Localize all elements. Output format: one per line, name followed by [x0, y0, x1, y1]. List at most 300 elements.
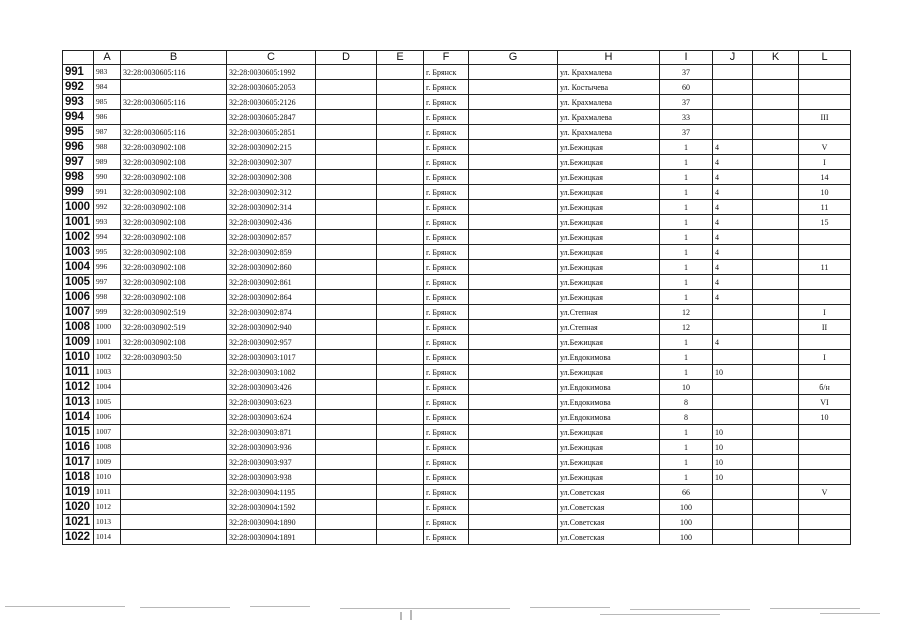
- cell-l[interactable]: 15: [799, 215, 851, 230]
- row-number[interactable]: 994: [63, 110, 94, 125]
- cell-c[interactable]: 32:28:0030902:857: [227, 230, 316, 245]
- cell-j[interactable]: [713, 395, 753, 410]
- cell-c[interactable]: 32:28:0030902:308: [227, 170, 316, 185]
- cell-e[interactable]: [377, 470, 424, 485]
- cell-l[interactable]: I: [799, 155, 851, 170]
- cell-f[interactable]: г. Брянск: [424, 500, 469, 515]
- cell-f[interactable]: г. Брянск: [424, 155, 469, 170]
- cell-k[interactable]: [753, 410, 799, 425]
- cell-l[interactable]: [799, 80, 851, 95]
- row-number[interactable]: 1017: [63, 455, 94, 470]
- cell-j[interactable]: 4: [713, 215, 753, 230]
- cell-i[interactable]: 37: [660, 65, 713, 80]
- cell-g[interactable]: [469, 365, 558, 380]
- cell-d[interactable]: [316, 230, 377, 245]
- cell-g[interactable]: [469, 260, 558, 275]
- column-header-i[interactable]: I: [660, 51, 713, 65]
- cell-c[interactable]: 32:28:0030902:215: [227, 140, 316, 155]
- cell-h[interactable]: ул. Крахмалева: [558, 110, 660, 125]
- cell-g[interactable]: [469, 515, 558, 530]
- cell-l[interactable]: V: [799, 140, 851, 155]
- cell-i[interactable]: 1: [660, 185, 713, 200]
- cell-f[interactable]: г. Брянск: [424, 320, 469, 335]
- cell-b[interactable]: 32:28:0030605:116: [121, 125, 227, 140]
- cell-i[interactable]: 12: [660, 320, 713, 335]
- cell-d[interactable]: [316, 320, 377, 335]
- cell-l[interactable]: [799, 470, 851, 485]
- cell-a[interactable]: 985: [94, 95, 121, 110]
- cell-e[interactable]: [377, 215, 424, 230]
- cell-g[interactable]: [469, 470, 558, 485]
- cell-b[interactable]: 32:28:0030902:108: [121, 290, 227, 305]
- cell-i[interactable]: 37: [660, 95, 713, 110]
- cell-k[interactable]: [753, 170, 799, 185]
- cell-f[interactable]: г. Брянск: [424, 470, 469, 485]
- cell-h[interactable]: ул.Евдокимова: [558, 380, 660, 395]
- cell-b[interactable]: 32:28:0030902:108: [121, 275, 227, 290]
- cell-h[interactable]: ул.Бежицкая: [558, 215, 660, 230]
- cell-i[interactable]: 12: [660, 305, 713, 320]
- cell-e[interactable]: [377, 335, 424, 350]
- cell-k[interactable]: [753, 215, 799, 230]
- cell-g[interactable]: [469, 410, 558, 425]
- cell-c[interactable]: 32:28:0030902:940: [227, 320, 316, 335]
- cell-g[interactable]: [469, 215, 558, 230]
- cell-f[interactable]: г. Брянск: [424, 530, 469, 545]
- cell-d[interactable]: [316, 470, 377, 485]
- cell-a[interactable]: 1007: [94, 425, 121, 440]
- cell-h[interactable]: ул.Степная: [558, 320, 660, 335]
- cell-i[interactable]: 1: [660, 455, 713, 470]
- cell-d[interactable]: [316, 515, 377, 530]
- row-number[interactable]: 1014: [63, 410, 94, 425]
- cell-j[interactable]: [713, 125, 753, 140]
- cell-a[interactable]: 1000: [94, 320, 121, 335]
- cell-f[interactable]: г. Брянск: [424, 200, 469, 215]
- cell-c[interactable]: 32:28:0030605:1992: [227, 65, 316, 80]
- cell-c[interactable]: 32:28:0030903:1082: [227, 365, 316, 380]
- cell-j[interactable]: 4: [713, 275, 753, 290]
- cell-b[interactable]: 32:28:0030902:519: [121, 305, 227, 320]
- cell-e[interactable]: [377, 365, 424, 380]
- cell-j[interactable]: [713, 305, 753, 320]
- cell-f[interactable]: г. Брянск: [424, 65, 469, 80]
- cell-e[interactable]: [377, 200, 424, 215]
- cell-b[interactable]: [121, 395, 227, 410]
- cell-i[interactable]: 100: [660, 515, 713, 530]
- cell-a[interactable]: 988: [94, 140, 121, 155]
- cell-i[interactable]: 66: [660, 485, 713, 500]
- cell-c[interactable]: 32:28:0030902:861: [227, 275, 316, 290]
- cell-k[interactable]: [753, 350, 799, 365]
- row-number[interactable]: 1006: [63, 290, 94, 305]
- cell-f[interactable]: г. Брянск: [424, 365, 469, 380]
- cell-f[interactable]: г. Брянск: [424, 485, 469, 500]
- cell-c[interactable]: 32:28:0030904:1195: [227, 485, 316, 500]
- cell-j[interactable]: 10: [713, 365, 753, 380]
- cell-i[interactable]: 60: [660, 80, 713, 95]
- cell-f[interactable]: г. Брянск: [424, 215, 469, 230]
- cell-j[interactable]: 4: [713, 335, 753, 350]
- cell-f[interactable]: г. Брянск: [424, 230, 469, 245]
- cell-a[interactable]: 983: [94, 65, 121, 80]
- cell-g[interactable]: [469, 335, 558, 350]
- column-header-e[interactable]: E: [377, 51, 424, 65]
- cell-g[interactable]: [469, 140, 558, 155]
- cell-f[interactable]: г. Брянск: [424, 275, 469, 290]
- cell-k[interactable]: [753, 260, 799, 275]
- column-header-j[interactable]: J: [713, 51, 753, 65]
- cell-a[interactable]: 993: [94, 215, 121, 230]
- cell-c[interactable]: 32:28:0030903:936: [227, 440, 316, 455]
- cell-g[interactable]: [469, 530, 558, 545]
- cell-i[interactable]: 1: [660, 215, 713, 230]
- cell-b[interactable]: [121, 530, 227, 545]
- cell-b[interactable]: [121, 80, 227, 95]
- cell-b[interactable]: [121, 440, 227, 455]
- cell-g[interactable]: [469, 455, 558, 470]
- cell-l[interactable]: 14: [799, 170, 851, 185]
- cell-b[interactable]: 32:28:0030902:519: [121, 320, 227, 335]
- cell-g[interactable]: [469, 350, 558, 365]
- cell-l[interactable]: 11: [799, 260, 851, 275]
- cell-l[interactable]: [799, 335, 851, 350]
- cell-h[interactable]: ул.Бежицкая: [558, 440, 660, 455]
- cell-c[interactable]: 32:28:0030903:1017: [227, 350, 316, 365]
- cell-a[interactable]: 997: [94, 275, 121, 290]
- cell-g[interactable]: [469, 185, 558, 200]
- cell-h[interactable]: ул.Бежицкая: [558, 275, 660, 290]
- cell-g[interactable]: [469, 320, 558, 335]
- cell-a[interactable]: 995: [94, 245, 121, 260]
- cell-k[interactable]: [753, 80, 799, 95]
- cell-j[interactable]: [713, 65, 753, 80]
- cell-j[interactable]: [713, 350, 753, 365]
- cell-e[interactable]: [377, 425, 424, 440]
- column-header-a[interactable]: A: [94, 51, 121, 65]
- cell-g[interactable]: [469, 230, 558, 245]
- cell-f[interactable]: г. Брянск: [424, 440, 469, 455]
- cell-j[interactable]: 4: [713, 245, 753, 260]
- cell-c[interactable]: 32:28:0030903:937: [227, 455, 316, 470]
- cell-b[interactable]: [121, 515, 227, 530]
- cell-f[interactable]: г. Брянск: [424, 170, 469, 185]
- cell-c[interactable]: 32:28:0030902:864: [227, 290, 316, 305]
- cell-a[interactable]: 1010: [94, 470, 121, 485]
- cell-b[interactable]: 32:28:0030902:108: [121, 200, 227, 215]
- cell-d[interactable]: [316, 530, 377, 545]
- cell-k[interactable]: [753, 485, 799, 500]
- cell-c[interactable]: 32:28:0030904:1891: [227, 530, 316, 545]
- cell-d[interactable]: [316, 305, 377, 320]
- cell-a[interactable]: 1002: [94, 350, 121, 365]
- cell-k[interactable]: [753, 335, 799, 350]
- cell-a[interactable]: 984: [94, 80, 121, 95]
- cell-a[interactable]: 1003: [94, 365, 121, 380]
- cell-l[interactable]: б/н: [799, 380, 851, 395]
- cell-c[interactable]: 32:28:0030903:623: [227, 395, 316, 410]
- cell-l[interactable]: V: [799, 485, 851, 500]
- cell-a[interactable]: 987: [94, 125, 121, 140]
- cell-j[interactable]: [713, 485, 753, 500]
- cell-h[interactable]: ул.Бежицкая: [558, 260, 660, 275]
- cell-f[interactable]: г. Брянск: [424, 125, 469, 140]
- cell-d[interactable]: [316, 80, 377, 95]
- cell-d[interactable]: [316, 170, 377, 185]
- cell-d[interactable]: [316, 140, 377, 155]
- cell-f[interactable]: г. Брянск: [424, 245, 469, 260]
- cell-d[interactable]: [316, 410, 377, 425]
- row-number[interactable]: 1018: [63, 470, 94, 485]
- cell-k[interactable]: [753, 530, 799, 545]
- cell-j[interactable]: 10: [713, 470, 753, 485]
- cell-d[interactable]: [316, 125, 377, 140]
- cell-e[interactable]: [377, 515, 424, 530]
- cell-i[interactable]: 1: [660, 335, 713, 350]
- cell-h[interactable]: ул. Костычева: [558, 80, 660, 95]
- row-number[interactable]: 1011: [63, 365, 94, 380]
- cell-b[interactable]: 32:28:0030605:116: [121, 65, 227, 80]
- cell-b[interactable]: 32:28:0030902:108: [121, 215, 227, 230]
- cell-k[interactable]: [753, 380, 799, 395]
- cell-j[interactable]: 4: [713, 290, 753, 305]
- cell-c[interactable]: 32:28:0030902:307: [227, 155, 316, 170]
- cell-a[interactable]: 989: [94, 155, 121, 170]
- cell-c[interactable]: 32:28:0030902:312: [227, 185, 316, 200]
- row-number[interactable]: 998: [63, 170, 94, 185]
- column-header-k[interactable]: K: [753, 51, 799, 65]
- cell-j[interactable]: 10: [713, 425, 753, 440]
- cell-c[interactable]: 32:28:0030903:938: [227, 470, 316, 485]
- cell-j[interactable]: [713, 410, 753, 425]
- row-number[interactable]: 1012: [63, 380, 94, 395]
- row-number[interactable]: 1013: [63, 395, 94, 410]
- cell-h[interactable]: ул.Бежицкая: [558, 470, 660, 485]
- cell-c[interactable]: 32:28:0030605:2847: [227, 110, 316, 125]
- cell-f[interactable]: г. Брянск: [424, 110, 469, 125]
- cell-l[interactable]: II: [799, 320, 851, 335]
- cell-c[interactable]: 32:28:0030902:314: [227, 200, 316, 215]
- cell-l[interactable]: [799, 365, 851, 380]
- cell-l[interactable]: 10: [799, 185, 851, 200]
- cell-d[interactable]: [316, 155, 377, 170]
- cell-l[interactable]: VI: [799, 395, 851, 410]
- cell-i[interactable]: 100: [660, 500, 713, 515]
- cell-f[interactable]: г. Брянск: [424, 260, 469, 275]
- row-number[interactable]: 1008: [63, 320, 94, 335]
- cell-b[interactable]: 32:28:0030902:108: [121, 260, 227, 275]
- cell-a[interactable]: 994: [94, 230, 121, 245]
- cell-k[interactable]: [753, 140, 799, 155]
- cell-f[interactable]: г. Брянск: [424, 185, 469, 200]
- row-number[interactable]: 1019: [63, 485, 94, 500]
- cell-b[interactable]: 32:28:0030903:50: [121, 350, 227, 365]
- cell-h[interactable]: ул.Бежицкая: [558, 455, 660, 470]
- cell-f[interactable]: г. Брянск: [424, 515, 469, 530]
- cell-e[interactable]: [377, 485, 424, 500]
- cell-i[interactable]: 1: [660, 200, 713, 215]
- cell-i[interactable]: 1: [660, 470, 713, 485]
- cell-k[interactable]: [753, 95, 799, 110]
- cell-c[interactable]: 32:28:0030902:874: [227, 305, 316, 320]
- cell-a[interactable]: 1006: [94, 410, 121, 425]
- cell-l[interactable]: [799, 290, 851, 305]
- cell-l[interactable]: III: [799, 110, 851, 125]
- cell-e[interactable]: [377, 320, 424, 335]
- cell-i[interactable]: 1: [660, 275, 713, 290]
- cell-i[interactable]: 1: [660, 365, 713, 380]
- cell-j[interactable]: [713, 500, 753, 515]
- row-number[interactable]: 991: [63, 65, 94, 80]
- cell-h[interactable]: ул.Бежицкая: [558, 425, 660, 440]
- cell-l[interactable]: [799, 275, 851, 290]
- row-number[interactable]: 1007: [63, 305, 94, 320]
- cell-k[interactable]: [753, 230, 799, 245]
- cell-h[interactable]: ул.Бежицкая: [558, 335, 660, 350]
- cell-h[interactable]: ул.Бежицкая: [558, 170, 660, 185]
- cell-e[interactable]: [377, 140, 424, 155]
- cell-j[interactable]: 4: [713, 200, 753, 215]
- cell-e[interactable]: [377, 95, 424, 110]
- cell-e[interactable]: [377, 125, 424, 140]
- cell-e[interactable]: [377, 65, 424, 80]
- cell-g[interactable]: [469, 290, 558, 305]
- cell-i[interactable]: 37: [660, 125, 713, 140]
- cell-c[interactable]: 32:28:0030605:2053: [227, 80, 316, 95]
- cell-d[interactable]: [316, 350, 377, 365]
- cell-d[interactable]: [316, 425, 377, 440]
- cell-e[interactable]: [377, 275, 424, 290]
- row-number[interactable]: 1021: [63, 515, 94, 530]
- cell-l[interactable]: [799, 95, 851, 110]
- cell-c[interactable]: 32:28:0030904:1592: [227, 500, 316, 515]
- cell-h[interactable]: ул.Бежицкая: [558, 140, 660, 155]
- row-number[interactable]: 1010: [63, 350, 94, 365]
- cell-d[interactable]: [316, 110, 377, 125]
- cell-e[interactable]: [377, 530, 424, 545]
- cell-g[interactable]: [469, 200, 558, 215]
- cell-a[interactable]: 1004: [94, 380, 121, 395]
- column-header-b[interactable]: B: [121, 51, 227, 65]
- cell-k[interactable]: [753, 500, 799, 515]
- cell-e[interactable]: [377, 380, 424, 395]
- cell-c[interactable]: 32:28:0030903:624: [227, 410, 316, 425]
- cell-k[interactable]: [753, 305, 799, 320]
- cell-e[interactable]: [377, 80, 424, 95]
- row-number[interactable]: 993: [63, 95, 94, 110]
- cell-b[interactable]: [121, 110, 227, 125]
- cell-l[interactable]: [799, 65, 851, 80]
- cell-a[interactable]: 998: [94, 290, 121, 305]
- cell-e[interactable]: [377, 440, 424, 455]
- cell-g[interactable]: [469, 500, 558, 515]
- cell-l[interactable]: [799, 125, 851, 140]
- cell-i[interactable]: 1: [660, 260, 713, 275]
- cell-f[interactable]: г. Брянск: [424, 335, 469, 350]
- row-number[interactable]: 1022: [63, 530, 94, 545]
- column-header-c[interactable]: C: [227, 51, 316, 65]
- row-number[interactable]: 992: [63, 80, 94, 95]
- cell-c[interactable]: 32:28:0030902:957: [227, 335, 316, 350]
- cell-a[interactable]: 1001: [94, 335, 121, 350]
- cell-b[interactable]: [121, 485, 227, 500]
- cell-g[interactable]: [469, 245, 558, 260]
- cell-l[interactable]: [799, 455, 851, 470]
- cell-f[interactable]: г. Брянск: [424, 380, 469, 395]
- cell-a[interactable]: 991: [94, 185, 121, 200]
- cell-l[interactable]: [799, 245, 851, 260]
- cell-b[interactable]: [121, 470, 227, 485]
- cell-h[interactable]: ул.Степная: [558, 305, 660, 320]
- cell-j[interactable]: 4: [713, 140, 753, 155]
- cell-l[interactable]: 11: [799, 200, 851, 215]
- cell-g[interactable]: [469, 155, 558, 170]
- row-number[interactable]: 1009: [63, 335, 94, 350]
- cell-d[interactable]: [316, 65, 377, 80]
- cell-h[interactable]: ул.Советская: [558, 500, 660, 515]
- cell-d[interactable]: [316, 500, 377, 515]
- cell-j[interactable]: 4: [713, 260, 753, 275]
- cell-e[interactable]: [377, 305, 424, 320]
- cell-h[interactable]: ул. Крахмалева: [558, 125, 660, 140]
- cell-c[interactable]: 32:28:0030903:871: [227, 425, 316, 440]
- cell-i[interactable]: 1: [660, 350, 713, 365]
- cell-a[interactable]: 996: [94, 260, 121, 275]
- cell-h[interactable]: ул.Бежицкая: [558, 230, 660, 245]
- cell-f[interactable]: г. Брянск: [424, 95, 469, 110]
- cell-d[interactable]: [316, 365, 377, 380]
- cell-b[interactable]: 32:28:0030902:108: [121, 245, 227, 260]
- row-number[interactable]: 995: [63, 125, 94, 140]
- cell-e[interactable]: [377, 155, 424, 170]
- cell-a[interactable]: 1011: [94, 485, 121, 500]
- cell-k[interactable]: [753, 275, 799, 290]
- cell-g[interactable]: [469, 125, 558, 140]
- cell-d[interactable]: [316, 215, 377, 230]
- cell-l[interactable]: I: [799, 350, 851, 365]
- cell-a[interactable]: 1008: [94, 440, 121, 455]
- cell-a[interactable]: 999: [94, 305, 121, 320]
- cell-h[interactable]: ул.Советская: [558, 530, 660, 545]
- cell-k[interactable]: [753, 515, 799, 530]
- cell-b[interactable]: [121, 500, 227, 515]
- cell-j[interactable]: 4: [713, 185, 753, 200]
- cell-i[interactable]: 1: [660, 440, 713, 455]
- cell-l[interactable]: [799, 440, 851, 455]
- cell-j[interactable]: 4: [713, 230, 753, 245]
- cell-i[interactable]: 8: [660, 410, 713, 425]
- cell-e[interactable]: [377, 245, 424, 260]
- cell-c[interactable]: 32:28:0030902:436: [227, 215, 316, 230]
- cell-e[interactable]: [377, 350, 424, 365]
- cell-i[interactable]: 1: [660, 425, 713, 440]
- cell-d[interactable]: [316, 200, 377, 215]
- cell-a[interactable]: 1012: [94, 500, 121, 515]
- cell-i[interactable]: 1: [660, 290, 713, 305]
- cell-l[interactable]: [799, 530, 851, 545]
- column-header-h[interactable]: H: [558, 51, 660, 65]
- cell-h[interactable]: ул.Евдокимова: [558, 350, 660, 365]
- cell-k[interactable]: [753, 395, 799, 410]
- cell-e[interactable]: [377, 185, 424, 200]
- column-header-d[interactable]: D: [316, 51, 377, 65]
- cell-k[interactable]: [753, 110, 799, 125]
- cell-f[interactable]: г. Брянск: [424, 410, 469, 425]
- cell-h[interactable]: ул.Бежицкая: [558, 290, 660, 305]
- cell-e[interactable]: [377, 395, 424, 410]
- cell-i[interactable]: 8: [660, 395, 713, 410]
- cell-b[interactable]: 32:28:0030902:108: [121, 170, 227, 185]
